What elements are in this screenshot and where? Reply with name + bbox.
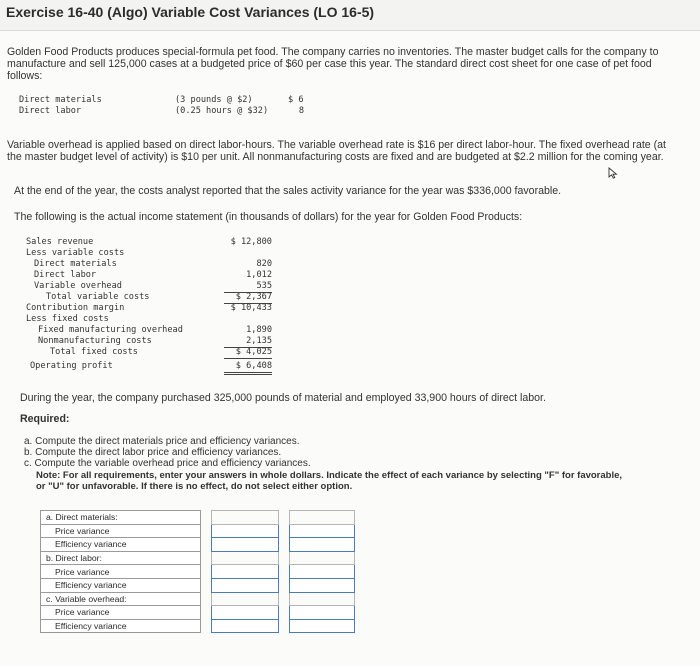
answer-blank-cell bbox=[290, 551, 355, 565]
mouse-pointer-icon bbox=[608, 166, 618, 178]
answer-row bbox=[41, 578, 355, 592]
is-fixed-mfg-value: 1,890 bbox=[246, 325, 272, 335]
answer-row-label: Price variance bbox=[41, 606, 201, 620]
income-intro-paragraph: The following is the actual income statement (in thousands of dollars) for the year for Golden Food Products: bbox=[14, 211, 523, 223]
is-nonmfg-label: Nonmanufacturing costs bbox=[38, 336, 152, 346]
answer-row bbox=[41, 592, 355, 606]
answer-row bbox=[41, 524, 355, 538]
answer-row-label: Efficiency variance bbox=[41, 578, 201, 592]
required-heading: Required: bbox=[20, 413, 70, 425]
answer-row-label: a. Direct materials: bbox=[41, 511, 201, 525]
vo-price-variance-fu-select[interactable] bbox=[290, 606, 355, 620]
answer-blank-cell bbox=[290, 592, 355, 606]
requirement-a: a. Compute the direct materials price and efficiency variances. bbox=[24, 436, 300, 447]
std-dl-label: Direct labor bbox=[19, 106, 82, 116]
answer-row-label: Price variance bbox=[41, 565, 201, 579]
sales-variance-paragraph: At the end of the year, the costs analyst reported that the sales activity variance for the year was $336,000 favorable. bbox=[14, 185, 562, 197]
std-dm-detail: (3 pounds @ $2) bbox=[175, 95, 253, 105]
dm-efficiency-variance-input[interactable] bbox=[212, 538, 279, 552]
is-sales-value: $ 12,800 bbox=[230, 237, 272, 247]
vo-efficiency-variance-input[interactable] bbox=[212, 619, 279, 633]
answer-row bbox=[41, 511, 355, 525]
is-operating-value: $ 6,408 bbox=[224, 361, 272, 375]
is-less-fixed: Less fixed costs bbox=[26, 314, 109, 324]
exercise-header bbox=[0, 0, 700, 31]
vo-efficiency-variance-fu-select[interactable] bbox=[290, 619, 355, 633]
answer-blank-cell bbox=[212, 551, 279, 565]
dl-efficiency-variance-fu-select[interactable] bbox=[290, 578, 355, 592]
answer-blank-cell bbox=[212, 592, 279, 606]
std-dm-label: Direct materials bbox=[19, 95, 102, 105]
is-contribution-label: Contribution margin bbox=[26, 303, 125, 313]
answer-blank-cell bbox=[290, 511, 355, 525]
is-total-var-value: $ 2,367 bbox=[224, 292, 272, 304]
is-total-fixed-value: $ 4,025 bbox=[224, 347, 272, 359]
is-dm-label: Direct materials bbox=[34, 259, 117, 269]
requirement-c: c. Compute the variable overhead price and efficiency variances. bbox=[24, 458, 311, 469]
dm-price-variance-fu-select[interactable] bbox=[290, 524, 355, 538]
dl-efficiency-variance-input[interactable] bbox=[212, 578, 279, 592]
is-dl-value: 1,012 bbox=[246, 270, 272, 280]
answer-table bbox=[40, 510, 355, 633]
overhead-paragraph: Variable overhead is applied based on direct labor-hours. The variable overhead rate is $16 per direct labor-hour. The fixed overhead rate (at the master budget level of activity) is $10 per unit. All nonmanufacturing costs are fixed and are budgeted at $2.2 million for the coming year. bbox=[7, 139, 666, 163]
answer-row bbox=[41, 551, 355, 565]
answer-row-label: b. Direct labor: bbox=[41, 551, 201, 565]
intro-paragraph: Golden Food Products produces special-formula pet food. The company carries no inventories. The master budget calls for the company to manufacture and sell 125,000 cases at a budgeted price of $60 per case this year. The standard direct cost sheet for one case of pet food follows: bbox=[7, 46, 659, 82]
requirement-note: Note: For all requirements, enter your answers in whole dollars. Indicate the effect of each variance by selecting "F" for favorable, or "U" for unfavorable. If there is no effect, do not select either option. bbox=[36, 470, 623, 492]
dl-price-variance-fu-select[interactable] bbox=[290, 565, 355, 579]
dm-price-variance-input[interactable] bbox=[212, 524, 279, 538]
answer-row bbox=[41, 606, 355, 620]
answer-blank-cell bbox=[212, 511, 279, 525]
is-sales-label: Sales revenue bbox=[26, 237, 94, 247]
exercise-title: Exercise 16-40 (Algo) Variable Cost Variances (LO 16-5) bbox=[6, 4, 375, 20]
is-operating-label: Operating profit bbox=[30, 361, 113, 371]
answer-row-label: Efficiency variance bbox=[41, 538, 201, 552]
is-total-fixed-label: Total fixed costs bbox=[50, 347, 138, 357]
is-vo-value: 535 bbox=[224, 281, 272, 293]
std-dm-amount: $ 6 bbox=[288, 95, 304, 105]
requirement-b: b. Compute the direct labor price and efficiency variances. bbox=[24, 447, 282, 458]
dm-efficiency-variance-fu-select[interactable] bbox=[290, 538, 355, 552]
answer-row-label: Efficiency variance bbox=[41, 619, 201, 633]
is-less-variable: Less variable costs bbox=[26, 248, 125, 258]
is-fixed-mfg-label: Fixed manufacturing overhead bbox=[38, 325, 183, 335]
is-vo-label: Variable overhead bbox=[34, 281, 122, 291]
vo-price-variance-input[interactable] bbox=[212, 606, 279, 620]
is-total-var-label: Total variable costs bbox=[46, 292, 150, 302]
std-dl-detail: (0.25 hours @ $32) bbox=[175, 106, 269, 116]
is-dm-value: 820 bbox=[256, 259, 272, 269]
answer-row-label: Price variance bbox=[41, 524, 201, 538]
dl-price-variance-input[interactable] bbox=[212, 565, 279, 579]
is-dl-label: Direct labor bbox=[34, 270, 97, 280]
answer-row bbox=[41, 619, 355, 633]
is-nonmfg-value: 2,135 bbox=[224, 336, 272, 348]
answer-row bbox=[41, 565, 355, 579]
std-dl-amount: 8 bbox=[298, 106, 304, 116]
purchase-paragraph: During the year, the company purchased 325,000 pounds of material and employed 33,900 hours of direct labor. bbox=[20, 392, 546, 404]
is-contribution-value: $ 10,433 bbox=[230, 303, 272, 313]
answer-row bbox=[41, 538, 355, 552]
answer-row-label: c. Variable overhead: bbox=[41, 592, 201, 606]
